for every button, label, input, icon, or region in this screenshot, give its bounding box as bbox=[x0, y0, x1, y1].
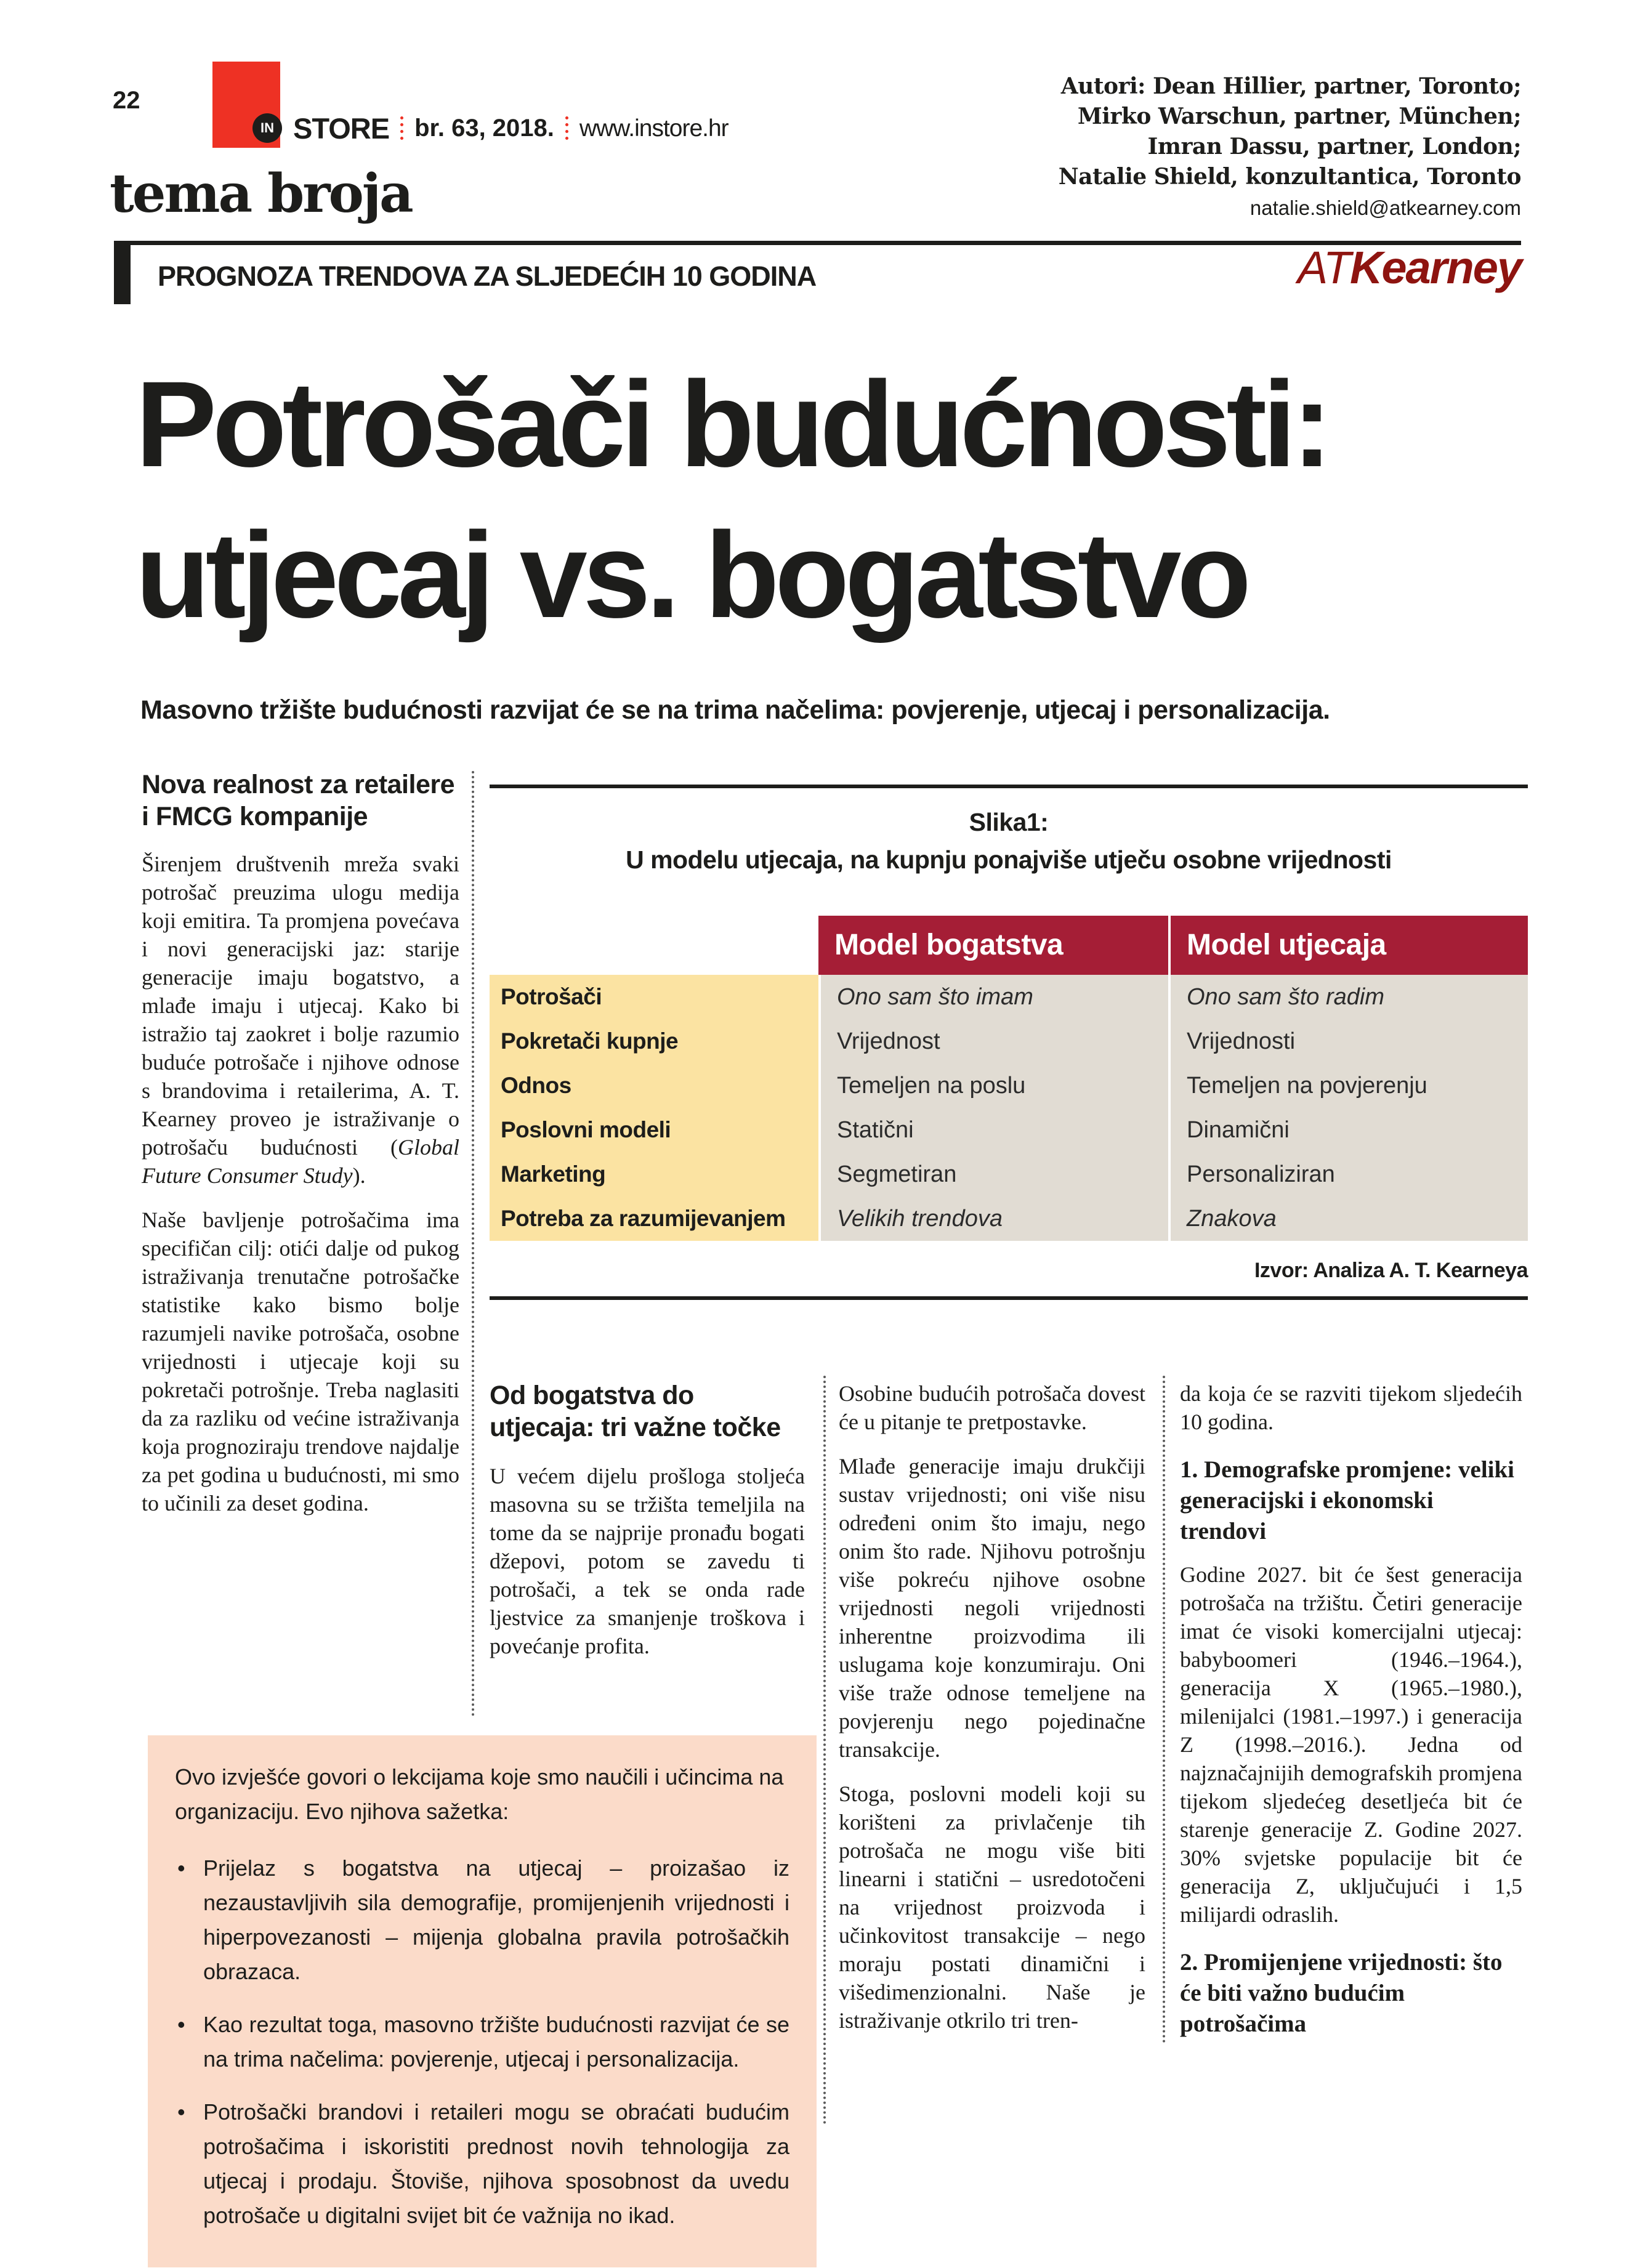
table-row-label: Pokretači kupnje bbox=[490, 1019, 818, 1063]
table-cell: Vrijednost bbox=[818, 1019, 1168, 1063]
authors-block bbox=[1059, 71, 1521, 222]
highlight-intro: Ovo izvješće govori o lekcijama koje smo naučili i učincima na organizaciju. Evo njihova sažetka: bbox=[175, 1764, 784, 1824]
figure-slika1 bbox=[490, 785, 1528, 1300]
column-divider-dotted bbox=[472, 771, 474, 1717]
table-header-wealth: Model bogatstva bbox=[818, 916, 1168, 975]
body-column-2 bbox=[839, 1379, 1145, 2051]
website-url: www.instore.hr bbox=[579, 115, 729, 142]
table-row-label: Poslovni modeli bbox=[490, 1108, 818, 1152]
highlight-bullet: • Kao rezultat toga, masovno tržište budućnosti razvijat će se na trima načelima: povjerenje, utjecaj i personalizacija. bbox=[175, 2008, 789, 2076]
highlight-bullet-list bbox=[175, 1851, 789, 2233]
table-cell: Personaliziran bbox=[1168, 1152, 1528, 1197]
figure-source: Izvor: Analiza A. T. Kearneya bbox=[1254, 1258, 1528, 1282]
article-title-line2: utjecaj vs. bogatstvo bbox=[135, 507, 1247, 643]
highlight-bullet: • Prijelaz s bogatstva na utjecaj – proizašao iz nezaustavljivih sila demografije, promijenjenih vrijednosti i hiperpovezanosti – mijenja globalna pravila potrošačkih obrazaca. bbox=[175, 1851, 789, 1989]
body-column-2-paragraph-3: Stoga, poslovni modeli koji su korišteni za privlačenje tih potrošača ne mogu više biti linearni i statični – usredotočeni na vrijednost proizvoda i učinkovitost transakcije – nego moraju postati dinamični i višedimenzionalni. Naše je istraživanje otkrilo tri tren- bbox=[839, 1782, 1145, 2033]
table-cell: Ono sam što imam bbox=[818, 975, 1168, 1019]
body-column-1-heading: Od bogatstva do utjecaja: tri važne točke bbox=[490, 1381, 781, 1442]
issue-number: br. 63, 2018. bbox=[414, 115, 554, 142]
comparison-table bbox=[490, 916, 1528, 1241]
body-column-3-heading-1: 1. Demografske promjene: veliki generacijski i ekonomski trendovi bbox=[1180, 1456, 1515, 1544]
paragraph-text: ). bbox=[352, 1163, 366, 1188]
body-column-3-heading-2: 2. Promijenjene vrijednosti: što će biti važno budućim potrošačima bbox=[1180, 1949, 1503, 2037]
left-column-paragraph-2: Naše bavljenje potrošačima ima specifičan cilj: otići dalje od pukog istraživanja trenutačne potrošačke statistike kako bismo bolje razumjeli navike potrošača, osobne vrijednosti i utjecaje koji su pokretači potrošnje. Treba naglasiti da za razliku od većine istraživanja koja prognoziraju trendove najdalje za pet godina u budućnosti, mi smo to učinili za deset godina. bbox=[142, 1208, 459, 1515]
column-divider-dotted bbox=[1163, 1376, 1165, 2043]
section-title: tema broja bbox=[110, 163, 412, 225]
table-row-label: Potreba za razumijevanjem bbox=[490, 1197, 818, 1241]
highlight-bullet: • Potrošački brandovi i retaileri mogu se obraćati budućim potrošačima i iskoristiti prednost novih tehnologija za utjecaj i prodaju. Štoviše, njihova sposobnost da uvedu potrošače u digitalni svijet bit će važnija no ikad. bbox=[175, 2095, 789, 2233]
masthead-dotted-separator bbox=[400, 116, 403, 140]
instore-in-circle-icon: IN bbox=[252, 113, 282, 143]
masthead-dotted-separator bbox=[565, 116, 568, 140]
author-line: Mirko Warschun, partner, München; bbox=[1077, 103, 1521, 129]
table-cell: Znakova bbox=[1168, 1197, 1528, 1241]
masthead bbox=[252, 113, 729, 143]
atkearney-logo-kearney: Kearney bbox=[1349, 242, 1521, 293]
kicker: PROGNOZA TRENDOVA ZA SLJEDEĆIH 10 GODINA bbox=[158, 260, 817, 292]
body-column-3 bbox=[1180, 1379, 1522, 2053]
atkearney-logo bbox=[1297, 242, 1521, 293]
left-column-paragraph-1 bbox=[142, 850, 459, 1190]
paragraph-text: Širenjem društvenih mreža svaki potrošač preuzima ulogu medija koji emitira. Ta promjena povećava i novi generacijski jaz: starije generacije imaju bogatstvo, a mlađe imaju i utjecaj. Kako bi istražio taj zaokret i bolje razumio buduće potrošače i njihove odnose s brandovima i retailerima, A. T. Kearney proveo je istraživanje o potrošaču budućnosti ( bbox=[142, 852, 459, 1160]
table-cell: Dinamični bbox=[1168, 1108, 1528, 1152]
body-column-2-paragraph-2: Mlađe generacije imaju drukčiji sustav vrijednosti; oni više nisu određeni onim što imaju, nego onim što rade. Njihovu potrošnju više pokreću njihove osobne vrijednosti negoli vrijednosti inherentne proizvodima ili uslugama koje konzumiraju. Oni više traže odnose temeljene na povjerenju nego pojedinačne transakcije. bbox=[839, 1454, 1145, 1762]
body-column-3-paragraph-1: Godine 2027. bit će šest generacija potrošača na tržištu. Četiri generacije imat će visoki komercijalni utjecaj: babyboomeri (1946.–1964.), generacija X (1965.–1980.), milenijalci (1981.–1997.) i generacija Z (1998.–2016.). Jedna od najznačajnijih demografskih promjena tijekom sljedećeg desetljeća bit će starenje generacije Z. Godine 2027. 30% svjetske populacije bit će generacija Z, uključujući i 1,5 milijardi odraslih. bbox=[1180, 1562, 1522, 1927]
atkearney-logo-at: AT bbox=[1297, 242, 1350, 293]
author-line: Autori: Dean Hillier, partner, Toronto; bbox=[1060, 73, 1521, 99]
column-divider-dotted bbox=[823, 1376, 826, 2125]
instore-logo-text: STORE bbox=[293, 111, 390, 145]
rule-tab bbox=[114, 241, 131, 304]
table-cell: Velikih trendova bbox=[818, 1197, 1168, 1241]
left-column bbox=[142, 769, 459, 1533]
author-line: Imran Dassu, partner, London; bbox=[1147, 134, 1521, 159]
left-column-heading: Nova realnost za retailere i FMCG kompanije bbox=[142, 770, 455, 831]
article-title-line1: Potrošači budućnosti: bbox=[135, 356, 1328, 492]
author-email: natalie.shield@atkearney.com bbox=[1249, 196, 1521, 219]
table-header-influence: Model utjecaja bbox=[1168, 916, 1528, 975]
body-column-1-paragraph: U većem dijelu prošloga stoljeća masovna su se tržišta temeljila na tome da se najprije pronađu bogati džepovi, potom se zavedu ti potrošači, a tek se onda rade ljestvice za smanjenje troškova i povećanje profita. bbox=[490, 1464, 805, 1658]
figure-top-rule bbox=[490, 785, 1528, 788]
article-deck: Masovno tržište budućnosti razvijat će se na trima načelima: povjerenje, utjecaj i personalizacija. bbox=[140, 695, 1330, 725]
table-cell: Segmetiran bbox=[818, 1152, 1168, 1197]
study-name-italic: Global Future Consumer Study bbox=[142, 1135, 459, 1188]
body-column-2-paragraph-1: Osobine budućih potrošača dovest će u pitanje te pretpostavke. bbox=[839, 1381, 1145, 1434]
table-corner-blank bbox=[490, 916, 818, 975]
author-line: Natalie Shield, konzultantica, Toronto bbox=[1058, 164, 1521, 190]
figure-title: Slika1: bbox=[969, 808, 1049, 836]
summary-highlight-box bbox=[148, 1735, 817, 2267]
page-number: 22 bbox=[113, 87, 140, 114]
figure-subtitle: U modelu utjecaja, na kupnju ponajviše utječu osobne vrijednosti bbox=[626, 845, 1392, 874]
body-column-3-paragraph-0: da koja će se razviti tijekom sljedećih 10 godina. bbox=[1180, 1381, 1522, 1434]
table-cell: Temeljen na poslu bbox=[818, 1063, 1168, 1108]
table-cell: Statični bbox=[818, 1108, 1168, 1152]
table-cell: Ono sam što radim bbox=[1168, 975, 1528, 1019]
table-row-label: Potrošači bbox=[490, 975, 818, 1019]
table-cell: Vrijednosti bbox=[1168, 1019, 1528, 1063]
table-row-label: Odnos bbox=[490, 1063, 818, 1108]
table-cell: Temeljen na povjerenju bbox=[1168, 1063, 1528, 1108]
figure-bottom-rule bbox=[490, 1296, 1528, 1300]
table-row-label: Marketing bbox=[490, 1152, 818, 1197]
body-column-1 bbox=[490, 1379, 805, 1676]
article-title bbox=[135, 349, 1530, 650]
